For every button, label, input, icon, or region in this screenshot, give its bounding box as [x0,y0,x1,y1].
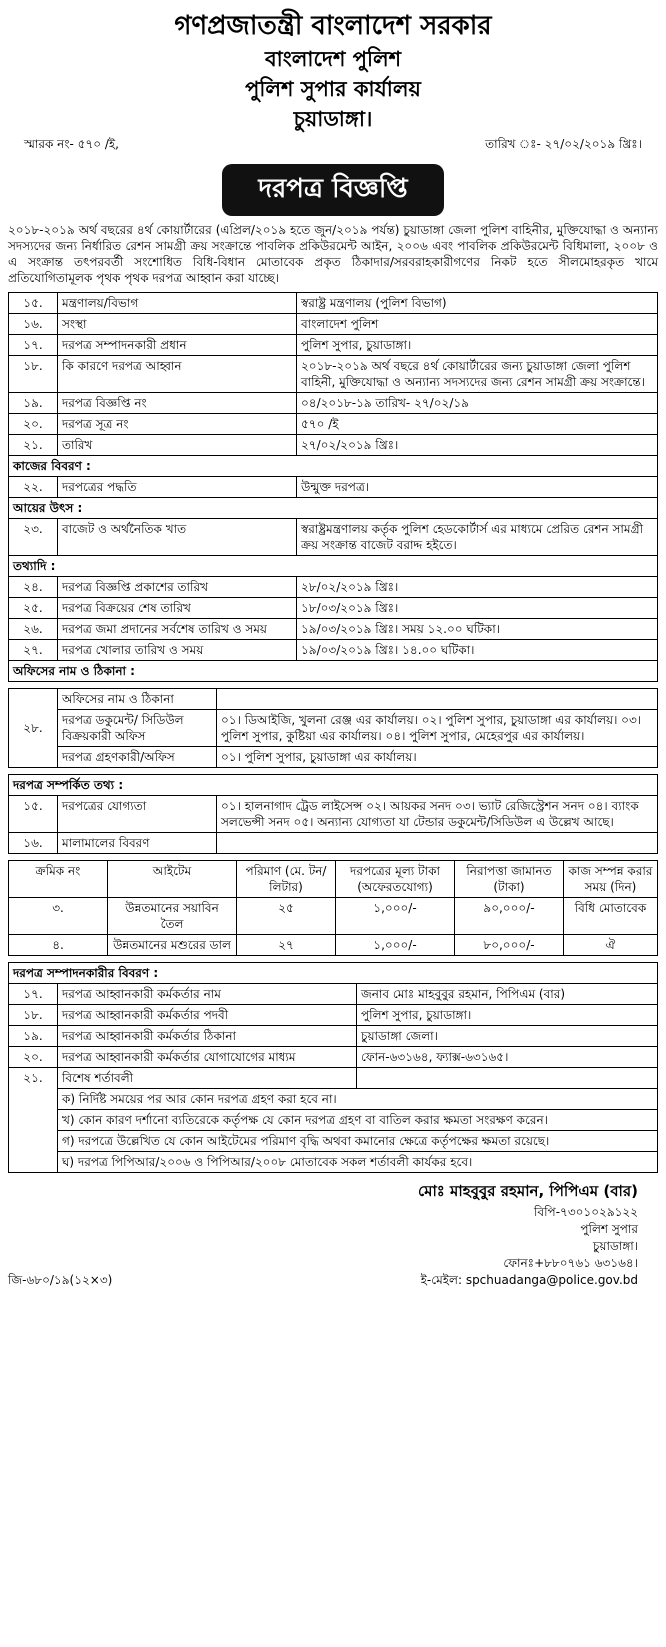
row-label: দরপত্রের পদ্ধতি [58,477,297,498]
list-item [9,1131,658,1152]
row-label: দরপত্র আহ্বানকারী কর্মকর্তার পদবী [58,1005,357,1026]
location-title: চুয়াডাঙ্গা। [293,107,373,131]
table-row [9,314,658,335]
table-row [9,640,658,661]
table-row [9,1026,658,1047]
table-row [9,577,658,598]
tender-related-table [8,774,658,854]
section-row [9,775,658,796]
list-item [9,1110,658,1131]
banner-wrap [8,164,658,216]
row-value: উন্মুক্ত দরপত্র। [297,477,658,498]
intro-paragraph: ২০১৮-২০১৯ অর্থ বছরের ৪র্থ কোয়ার্টারের (এপ্রিল/২০১৯ হতে জুন/২০১৯ পর্যন্ত) চুয়াডাঙ্গা জেলা পুলিশ বাহিনীর, মুক্তিযোদ্ধা ও অন্যান্য সদস্যদের জন্য নির্ধারিত রেশন সামগ্রী ক্রয় সংক্রান্তে পাবলিক প্রকিউরমেন্ট আইন, ২০০৬ এবং পাবলিক প্রকিউরমেন্ট বিধিমালা, ২০০৮ ও এ সংক্রান্ত তৎপরবর্তী সংশোধিত বিধি-বিধান মোতাবেক প্রকৃত ঠিকাদার/সরবরাহকারীগণের নিকট হতে সীলমোহরকৃত খামে প্রতিযোগিতামূলক পৃথক পৃথক দরপত্র আহ্বান করা যাচ্ছে। [8,223,658,285]
list-item [9,1089,658,1110]
row-label: দরপত্র গ্রহণকারী/অফিস [58,747,217,768]
row-label: দরপত্র জমা প্রদানের সর্বশেষ তারিখ ও সময় [58,619,297,640]
row-value: ৫৭০ /ই [297,414,658,435]
row-number: ১৭. [9,984,58,1005]
row-number: ২০. [9,414,58,435]
items-header-row [9,861,658,898]
term-item: ক) নির্দিষ্ট সময়ের পর আর কোন দরপত্র গ্রহণ করা হবে না। [58,1089,658,1110]
row-label: দরপত্র বিজ্ঞপ্তি নং [58,393,297,414]
row-label: কি কারণে দরপত্র আহ্বান [58,356,297,393]
row-label: দরপত্র বিজ্ঞপ্তি প্রকাশের তারিখ [58,577,297,598]
section-row [9,556,658,577]
row-value: ০৪/২০১৮-১৯ তারিখ- ২৭/০২/১৯ [297,393,658,414]
table-row [9,1047,658,1068]
table-row [9,689,658,710]
row-number: ২৩. [9,519,58,556]
item-serial: ৪. [9,935,108,956]
item-time: বিধি মোতাবেক [564,898,658,935]
tender-notice [8,8,658,1292]
section-heading-tender-related: দরপত্র সম্পর্কিত তথ্য : [9,775,658,796]
row-number: ২২. [9,477,58,498]
row-value [357,1068,658,1089]
row-value [217,689,658,710]
row-label: দরপত্র বিক্রয়ের শেষ তারিখ [58,598,297,619]
term-item: খ) কোন কারণ দর্শানো ব্যতিরেকে কর্তৃপক্ষ যে কোন দরপত্র গ্রহণ বা বাতিল করার ক্ষমতা সংরক্ষণ করেন। [58,1110,658,1131]
table-row [9,519,658,556]
row-number: ১৮. [9,1005,58,1026]
govt-title: গণপ্রজাতন্ত্রী বাংলাদেশ সরকার [174,11,492,41]
section-heading-office: অফিসের নাম ও ঠিকানা : [9,661,658,682]
table-row [9,935,658,956]
row-number: ২৪. [9,577,58,598]
org-title: বাংলাদেশ পুলিশ [264,47,402,71]
row-number: ১৬. [9,833,58,854]
row-label: দরপত্র খোলার তারিখ ও সময় [58,640,297,661]
reference-row [8,136,658,156]
row-value: ১৯/০৩/২০১৯ খ্রিঃ। সময় ১২.০০ ঘটিকা। [297,619,658,640]
row-value: ফোন-৬৩১৬৪, ফ্যাক্স-৬৩১৬৫। [357,1047,658,1068]
signatory-email: ই-মেইল: spchuadanga@police.gov.bd [420,1273,638,1287]
col-price: দরপত্রের মূল্য টাকা (অফেরতযোগ্য) [336,861,455,898]
term-item: গ) দরপত্রে উল্লেখিত যে কোন আইটেমের পরিমাণ বৃদ্ধি অথবা কমানোর ক্ষেত্রে কর্তৃপক্ষের ক্ষমতা রয়েছে। [58,1131,658,1152]
tender-info-table [8,292,658,682]
section-heading-work: কাজের বিবরণ : [9,456,658,477]
row-label: দরপত্র সূত্র নং [58,414,297,435]
footer-code: জি-৬৮০/১৯(১২×৩) [8,1273,113,1287]
signatory-phone: ফোনঃ+৮৮০৭৬১ ৬৩১৬৪। [503,1256,638,1270]
row-number: ১৫. [9,293,58,314]
item-security: ৯০,০০০/- [455,898,564,935]
row-number: ২৭. [9,640,58,661]
table-row [9,747,658,768]
office-table [8,688,658,768]
row-number: ২১. [9,435,58,456]
signatory-title: পুলিশ সুপার [580,1222,638,1236]
row-value: ১৮/০৩/২০১৯ খ্রিঃ। [297,598,658,619]
header [8,8,658,134]
row-value: বাংলাদেশ পুলিশ [297,314,658,335]
section-row [9,498,658,519]
col-quantity: পরিমাণ (মে. টন/লিটার) [237,861,336,898]
table-row [9,598,658,619]
row-value: ০১। হালনাগাদ ট্রেড লাইসেন্স ০২। আয়কর সনদ ০৩। ভ্যাট রেজিস্ট্রেশন সনদ ০৪। ব্যাংক সলভেন্সী সনদ ০৫। অন্যান্য যোগ্যতা যা টেন্ডার ডকুমেন্ট/সিডিউল এ উল্লেখ আছে। [217,796,658,833]
table-row [9,477,658,498]
row-value: চুয়াডাঙ্গা জেলা। [357,1026,658,1047]
signatory-name: মোঃ মাহবুবুর রহমান, পিপিএম (বার) [418,1182,638,1200]
row-number: ১৬. [9,314,58,335]
row-label: বাজেট ও অর্থনৈতিক খাত [58,519,297,556]
row-label: সংস্থা [58,314,297,335]
row-number: ১৫. [9,796,58,833]
footer-row [8,1272,658,1292]
table-row [9,393,658,414]
row-label: মন্ত্রণালয়/বিভাগ [58,293,297,314]
table-row [9,796,658,833]
notice-banner: দরপত্র বিজ্ঞপ্তি [222,164,443,216]
item-time: ঐ [564,935,658,956]
row-number: ১৮. [9,356,58,393]
row-label: মালামালের বিবরণ [58,833,217,854]
row-value: ২৭/০২/২০১৯ খ্রিঃ। [297,435,658,456]
row-value: ০১। ডিআইজি, খুলনা রেঞ্জ এর কার্যালয়। ০২। পুলিশ সুপার, চুয়াডাঙ্গা এর কার্যালয়। ০৩। পুলিশ সুপার, কুষ্টিয়া এর কার্যালয়। ০৪। পুলিশ সুপার, মেহেরপুর এর কার্যালয়। [217,710,658,747]
executor-table [8,962,658,1173]
item-quantity: ২৫ [237,898,336,935]
row-number: ১৯. [9,1026,58,1047]
row-label: বিশেষ শর্তাবলী [58,1068,357,1089]
row-number: ২৬. [9,619,58,640]
row-value: জনাব মোঃ মাহবুবুর রহমান, পিপিএম (বার) [357,984,658,1005]
row-value: ০১। পুলিশ সুপার, চুয়াডাঙ্গা এর কার্যালয়। [217,747,658,768]
row-number: ২১. [9,1068,58,1173]
row-value: পুলিশ সুপার, চুয়াডাঙ্গা। [297,335,658,356]
row-value: স্বরাষ্ট্র মন্ত্রণালয় (পুলিশ বিভাগ) [297,293,658,314]
row-value: ২০১৮-২০১৯ অর্থ বছরে ৪র্থ কোয়ার্টারের জন্য চুয়াডাঙ্গা জেলা পুলিশ বাহিনী, মুক্তিযোদ্ধা ও অন্যান্য সদস্যদের জন্য রেশন সামগ্রী ক্রয় সংক্রান্তে। [297,356,658,393]
term-item: ঘ) দরপত্র পিপিআর/২০০৬ ও পিপিআর/২০০৮ মোতাবেক সকল শর্তাবলী কার্যকর হবে। [58,1152,658,1173]
table-row [9,1005,658,1026]
row-label: দরপত্র আহ্বানকারী কর্মকর্তার ঠিকানা [58,1026,357,1047]
signatory-place: চুয়াডাঙ্গা। [592,1239,638,1253]
item-name: উন্নতমানের সয়াবিন তৈল [108,898,237,935]
office-title: পুলিশ সুপার কার্যালয় [245,77,421,101]
row-label: দরপত্র ডকুমেন্ট/ সিডিউল বিক্রয়কারী অফিস [58,710,217,747]
memo-number: স্মারক নং- ৫৭০ /ই, [24,137,119,151]
signature-block [8,1183,658,1272]
signatory-bp: বিপি-৭৩০১০২৯১২২ [534,1205,638,1219]
table-row [9,335,658,356]
table-row [9,435,658,456]
item-security: ৮০,০০০/- [455,935,564,956]
notice-date: তারিখ ঃ- ২৭/০২/২০১৯ খ্রিঃ। [485,137,642,151]
section-row [9,661,658,682]
row-label: দরপত্রের যোগ্যতা [58,796,217,833]
table-row [9,1068,658,1089]
col-serial: ক্রমিক নং [9,861,108,898]
row-number: ২৮. [9,689,58,768]
section-row [9,456,658,477]
row-label: অফিসের নাম ও ঠিকানা [58,689,217,710]
row-number: ১৭. [9,335,58,356]
item-name: উন্নতমানের মশুরের ডাল [108,935,237,956]
row-label: দরপত্র আহ্বানকারী কর্মকর্তার নাম [58,984,357,1005]
col-security: নিরাপত্তা জামানত (টাকা) [455,861,564,898]
row-value: স্বরাষ্ট্রমন্ত্রণালয় কর্তৃক পুলিশ হেডকোর্টার্স এর মাধ্যমে প্রেরিত রেশন সামগ্রী ক্রয় সংক্রান্ত বাজেট বরাদ্দ হইতে। [297,519,658,556]
row-value: ১৯/০৩/২০১৯ খ্রিঃ। ১৪.০০ ঘটিকা। [297,640,658,661]
table-row [9,619,658,640]
row-value: ২৮/০২/২০১৯ খ্রিঃ। [297,577,658,598]
item-serial: ৩. [9,898,108,935]
item-quantity: ২৭ [237,935,336,956]
row-label: দরপত্র আহ্বানকারী কর্মকর্তার যোগাযোগের মাধ্যম [58,1047,357,1068]
row-value: পুলিশ সুপার, চুয়াডাঙ্গা। [357,1005,658,1026]
items-table [8,860,658,956]
section-row [9,963,658,984]
row-value [217,833,658,854]
row-number: ২৫. [9,598,58,619]
table-row [9,356,658,393]
col-item: আইটেম [108,861,237,898]
table-row [9,710,658,747]
col-time: কাজ সম্পন্ন করার সময় (দিন) [564,861,658,898]
section-heading-info: তথ্যাদি : [9,556,658,577]
list-item [9,1152,658,1173]
row-number: ১৯. [9,393,58,414]
item-price: ১,০০০/- [336,898,455,935]
table-row [9,984,658,1005]
table-row [9,293,658,314]
row-label: তারিখ [58,435,297,456]
table-row [9,898,658,935]
table-row [9,833,658,854]
row-label: দরপত্র সম্পাদনকারী প্রধান [58,335,297,356]
table-row [9,414,658,435]
row-number: ২০. [9,1047,58,1068]
item-price: ১,০০০/- [336,935,455,956]
section-heading-executor: দরপত্র সম্পাদনকারীর বিবরণ : [9,963,658,984]
section-heading-source: আয়ের উৎস : [9,498,658,519]
